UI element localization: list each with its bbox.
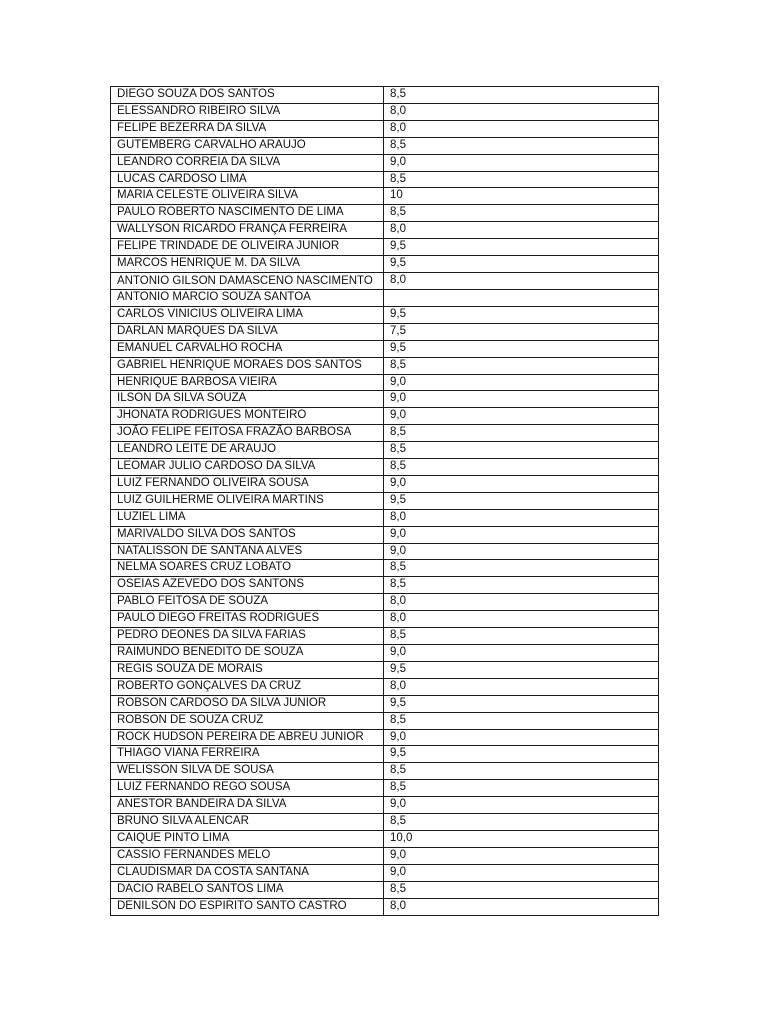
student-name-cell: WALLYSON RICARDO FRANÇA FERREIRA: [111, 222, 384, 239]
table-row: [111, 239, 659, 256]
table-row: [111, 492, 659, 509]
table-row: [111, 459, 659, 476]
student-name-cell: NELMA SOARES CRUZ LOBATO: [111, 560, 384, 577]
student-name-cell: RAIMUNDO BENEDITO DE SOUZA: [111, 645, 384, 662]
grade-cell: 9,0: [384, 645, 659, 662]
table-row: [111, 729, 659, 746]
grade-cell: 9,5: [384, 239, 659, 256]
student-name-cell: FELIPE TRINDADE DE OLIVEIRA JUNIOR: [111, 239, 384, 256]
table-row: [111, 797, 659, 814]
table-row: [111, 357, 659, 374]
student-name-cell: EMANUEL CARVALHO ROCHA: [111, 340, 384, 357]
table-row: [111, 678, 659, 695]
student-name-cell: CASSIO FERNANDES MELO: [111, 847, 384, 864]
student-name-cell: GUTEMBERG CARVALHO ARAUJO: [111, 137, 384, 154]
student-name-cell: PAULO DIEGO FREITAS RODRIGUES: [111, 611, 384, 628]
grade-cell: 8,5: [384, 763, 659, 780]
grade-cell: 9,5: [384, 661, 659, 678]
table-row: [111, 594, 659, 611]
student-name-cell: WELISSON SILVA DE SOUSA: [111, 763, 384, 780]
table-row: [111, 256, 659, 273]
table-row: [111, 188, 659, 205]
student-name-cell: ELESSANDRO RIBEIRO SILVA: [111, 103, 384, 120]
grade-cell: 9,0: [384, 408, 659, 425]
student-name-cell: JOÃO FELIPE FEITOSA FRAZÃO BARBOSA: [111, 425, 384, 442]
table-row: [111, 577, 659, 594]
table-row: [111, 560, 659, 577]
grades-table-body: [111, 87, 659, 916]
grade-cell: 9,5: [384, 306, 659, 323]
student-name-cell: DENILSON DO ESPIRITO SANTO CASTRO: [111, 898, 384, 915]
grade-cell: 8,0: [384, 898, 659, 915]
table-row: [111, 137, 659, 154]
table-row: [111, 847, 659, 864]
student-name-cell: LEANDRO CORREIA DA SILVA: [111, 154, 384, 171]
grade-cell: 9,0: [384, 374, 659, 391]
table-row: [111, 814, 659, 831]
student-name-cell: CAIQUE PINTO LIMA: [111, 830, 384, 847]
student-name-cell: MARIA CELESTE OLIVEIRA SILVA: [111, 188, 384, 205]
grade-cell: 8,0: [384, 509, 659, 526]
student-name-cell: LUCAS CARDOSO LIMA: [111, 171, 384, 188]
student-name-cell: ROBERTO GONÇALVES DA CRUZ: [111, 678, 384, 695]
grade-cell: 8,0: [384, 103, 659, 120]
grade-cell: 8,5: [384, 628, 659, 645]
table-row: [111, 103, 659, 120]
student-name-cell: LUIZ GUILHERME OLIVEIRA MARTINS: [111, 492, 384, 509]
table-row: [111, 746, 659, 763]
grade-cell: 9,5: [384, 746, 659, 763]
grade-cell: 10: [384, 188, 659, 205]
grade-cell: 9,5: [384, 492, 659, 509]
table-row: [111, 881, 659, 898]
student-name-cell: BRUNO SILVA ALENCAR: [111, 814, 384, 831]
table-row: [111, 661, 659, 678]
table-row: [111, 171, 659, 188]
grade-cell: 8,5: [384, 560, 659, 577]
student-name-cell: ANTONIO GILSON DAMASCENO NASCIMENTO: [111, 272, 384, 289]
student-name-cell: JHONATA RODRIGUES MONTEIRO: [111, 408, 384, 425]
table-row: [111, 543, 659, 560]
grade-cell: 9,0: [384, 729, 659, 746]
student-name-cell: PAULO ROBERTO NASCIMENTO DE LIMA: [111, 205, 384, 222]
student-name-cell: PEDRO DEONES DA SILVA FARIAS: [111, 628, 384, 645]
table-row: [111, 695, 659, 712]
table-row: [111, 289, 659, 306]
grade-cell: [384, 289, 659, 306]
student-name-cell: LEOMAR JULIO CARDOSO DA SILVA: [111, 459, 384, 476]
grade-cell: 8,0: [384, 272, 659, 289]
table-row: [111, 222, 659, 239]
grade-cell: 9,0: [384, 475, 659, 492]
student-name-cell: MARCOS HENRIQUE M. DA SILVA: [111, 256, 384, 273]
table-row: [111, 830, 659, 847]
student-name-cell: ANTONIO MARCIO SOUZA SANTOA: [111, 289, 384, 306]
table-row: [111, 780, 659, 797]
grade-cell: 7,5: [384, 323, 659, 340]
grade-cell: 9,0: [384, 847, 659, 864]
student-name-cell: GABRIEL HENRIQUE MORAES DOS SANTOS: [111, 357, 384, 374]
table-row: [111, 864, 659, 881]
table-row: [111, 442, 659, 459]
table-row: [111, 712, 659, 729]
grade-cell: 8,5: [384, 87, 659, 104]
table-row: [111, 645, 659, 662]
student-name-cell: OSEIAS AZEVEDO DOS SANTONS: [111, 577, 384, 594]
student-name-cell: DARLAN MARQUES DA SILVA: [111, 323, 384, 340]
grade-cell: 8,5: [384, 814, 659, 831]
grade-cell: 9,0: [384, 526, 659, 543]
grade-cell: 10,0: [384, 830, 659, 847]
student-name-cell: FELIPE BEZERRA DA SILVA: [111, 120, 384, 137]
table-row: [111, 391, 659, 408]
table-row: [111, 425, 659, 442]
student-name-cell: CARLOS VINICIUS OLIVEIRA LIMA: [111, 306, 384, 323]
table-row: [111, 763, 659, 780]
student-name-cell: ROBSON DE SOUZA CRUZ: [111, 712, 384, 729]
grade-cell: 9,5: [384, 256, 659, 273]
student-name-cell: PABLO FEITOSA DE SOUZA: [111, 594, 384, 611]
grade-cell: 9,5: [384, 340, 659, 357]
table-row: [111, 526, 659, 543]
table-row: [111, 374, 659, 391]
grade-cell: 8,5: [384, 442, 659, 459]
grade-cell: 8,0: [384, 594, 659, 611]
student-name-cell: THIAGO VIANA FERREIRA: [111, 746, 384, 763]
grade-cell: 8,5: [384, 357, 659, 374]
student-name-cell: LUIZ FERNANDO REGO SOUSA: [111, 780, 384, 797]
grade-cell: 9,0: [384, 543, 659, 560]
student-name-cell: LEANDRO LEITE DE ARAUJO: [111, 442, 384, 459]
grade-cell: 9,0: [384, 864, 659, 881]
grade-cell: 8,5: [384, 780, 659, 797]
grades-table: [110, 86, 659, 916]
grade-cell: 8,5: [384, 425, 659, 442]
student-name-cell: REGIS SOUZA DE MORAIS: [111, 661, 384, 678]
student-name-cell: LUIZ FERNANDO OLIVEIRA SOUSA: [111, 475, 384, 492]
student-name-cell: CLAUDISMAR DA COSTA SANTANA: [111, 864, 384, 881]
grade-cell: 8,5: [384, 459, 659, 476]
table-row: [111, 272, 659, 289]
student-name-cell: DACIO RABELO SANTOS LIMA: [111, 881, 384, 898]
student-name-cell: ILSON DA SILVA SOUZA: [111, 391, 384, 408]
grade-cell: 8,0: [384, 678, 659, 695]
table-row: [111, 306, 659, 323]
table-row: [111, 120, 659, 137]
grade-cell: 8,5: [384, 881, 659, 898]
student-name-cell: ANESTOR BANDEIRA DA SILVA: [111, 797, 384, 814]
grade-cell: 8,5: [384, 137, 659, 154]
student-name-cell: ROBSON CARDOSO DA SILVA JUNIOR: [111, 695, 384, 712]
grade-cell: 9,5: [384, 695, 659, 712]
grade-cell: 8,5: [384, 205, 659, 222]
grade-cell: 9,0: [384, 797, 659, 814]
table-row: [111, 205, 659, 222]
table-row: [111, 475, 659, 492]
grade-cell: 8,5: [384, 171, 659, 188]
grade-cell: 9,0: [384, 391, 659, 408]
table-row: [111, 898, 659, 915]
grade-cell: 9,0: [384, 154, 659, 171]
student-name-cell: HENRIQUE BARBOSA VIEIRA: [111, 374, 384, 391]
table-row: [111, 408, 659, 425]
table-row: [111, 509, 659, 526]
table-row: [111, 87, 659, 104]
student-name-cell: NATALISSON DE SANTANA ALVES: [111, 543, 384, 560]
table-row: [111, 340, 659, 357]
grade-cell: 8,5: [384, 712, 659, 729]
table-row: [111, 323, 659, 340]
table-row: [111, 611, 659, 628]
student-name-cell: MARIVALDO SILVA DOS SANTOS: [111, 526, 384, 543]
student-name-cell: LUZIEL LIMA: [111, 509, 384, 526]
student-name-cell: ROCK HUDSON PEREIRA DE ABREU JUNIOR: [111, 729, 384, 746]
grade-cell: 8,0: [384, 120, 659, 137]
grade-cell: 8,5: [384, 577, 659, 594]
student-name-cell: DIEGO SOUZA DOS SANTOS: [111, 87, 384, 104]
grade-cell: 8,0: [384, 222, 659, 239]
grade-cell: 8,0: [384, 611, 659, 628]
table-row: [111, 628, 659, 645]
table-row: [111, 154, 659, 171]
